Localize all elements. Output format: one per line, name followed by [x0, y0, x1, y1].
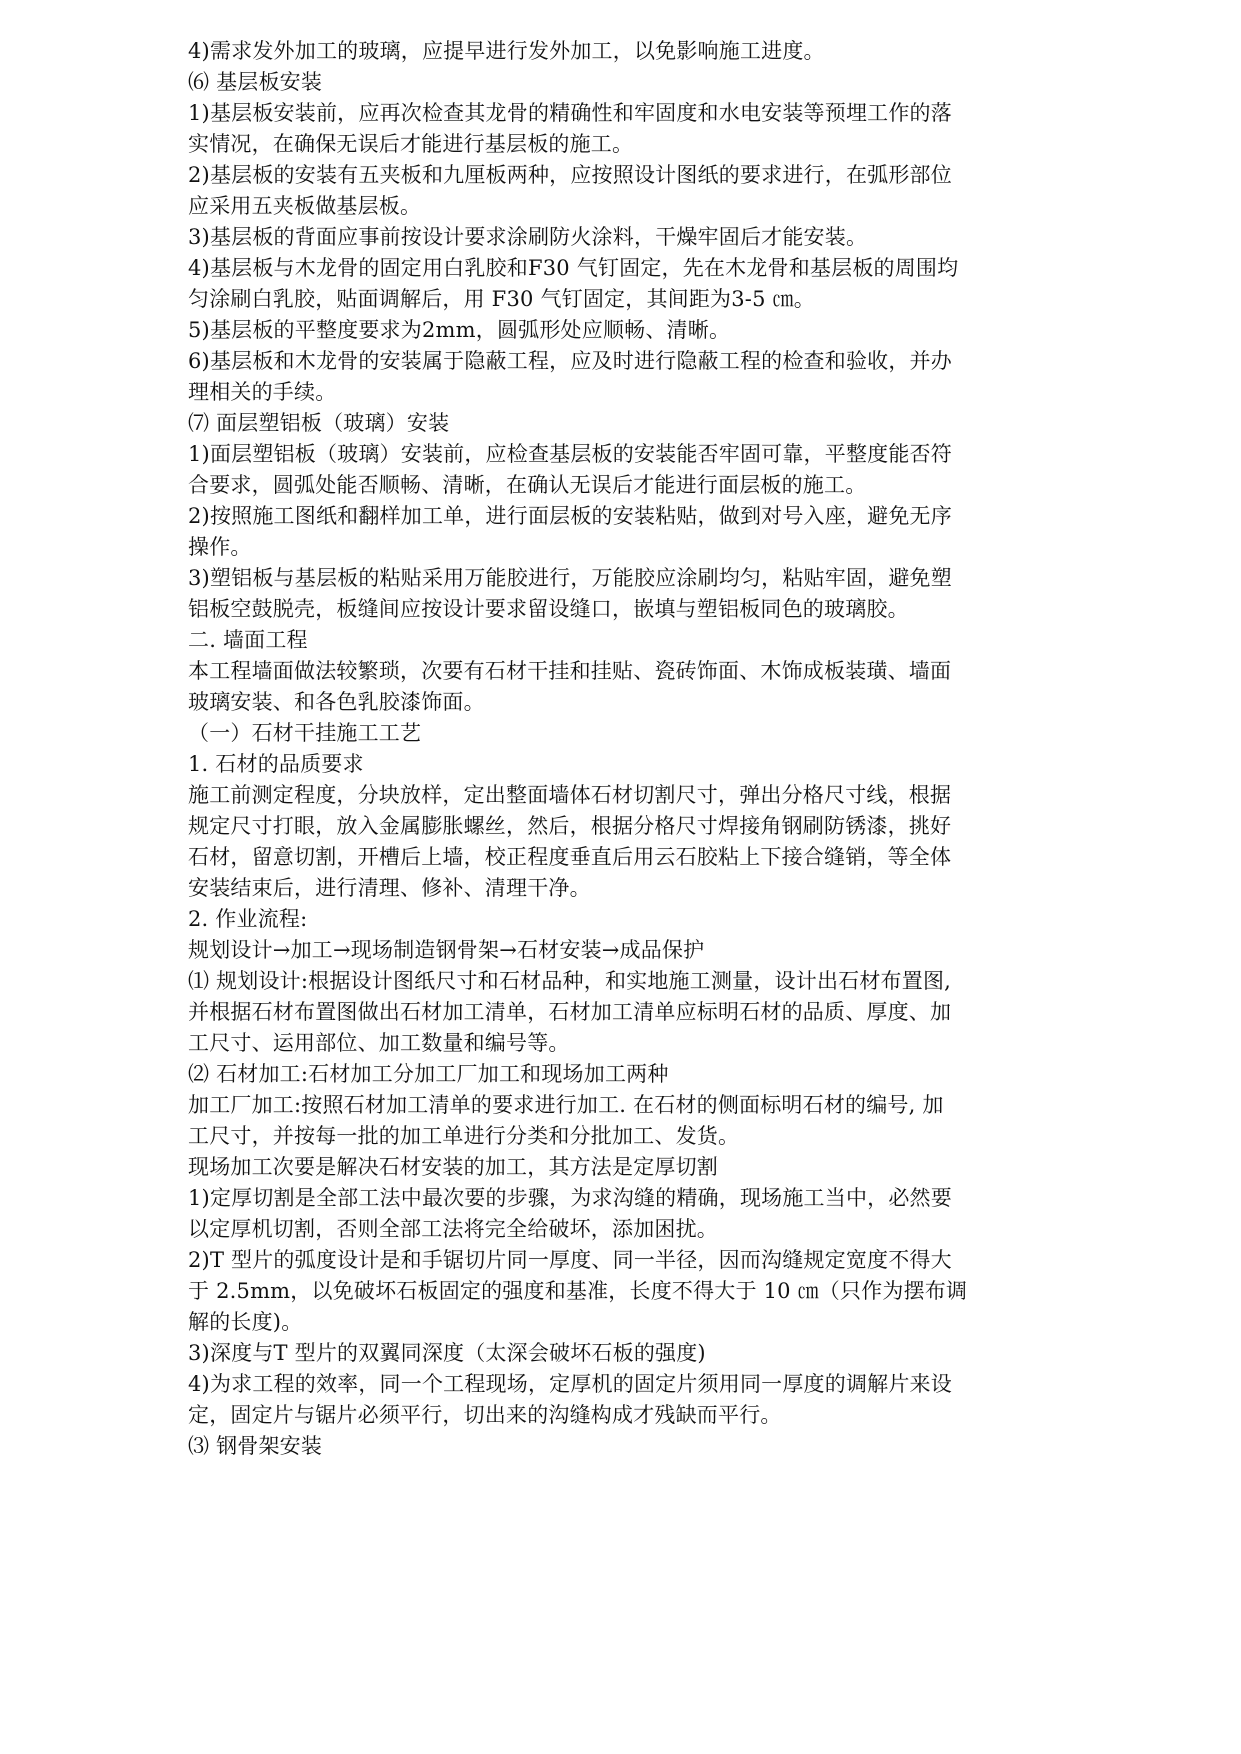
text-line: 匀涂刷白乳胶，贴面调解后，用 F30 气钉固定，其间距为3-5 ㎝。: [188, 287, 815, 311]
text-line: 1)定厚切割是全部工法中最次要的步骤，为求沟缝的精确，现场施工当中，必然要: [188, 1186, 952, 1210]
text-line: 石材，留意切割，开槽后上墙，校正程度垂直后用云石胶粘上下接合缝销，等全体: [188, 845, 952, 869]
text-line: 2)按照施工图纸和翻样加工单，进行面层板的安装粘贴，做到对号入座，避免无序: [188, 504, 952, 528]
text-line: 3)深度与T 型片的双翼同深度（太深会破坏石板的强度): [188, 1341, 706, 1365]
text-line: 并根据石材布置图做出石材加工清单，石材加工清单应标明石材的品质、厚度、加: [188, 1000, 952, 1024]
section-heading: （一）石材干挂施工工艺: [188, 721, 422, 745]
text-line: 安装结束后，进行清理、修补、清理干净。: [188, 876, 591, 900]
text-line: 1)基层板安装前，应再次检查其龙骨的精确性和牢固度和水电安装等预埋工作的落: [188, 101, 952, 125]
section-heading: ⑶ 钢骨架安装: [188, 1434, 323, 1458]
text-line: ⑵ 石材加工:石材加工分加工厂加工和现场加工两种: [188, 1062, 669, 1086]
section-heading: 2. 作业流程:: [188, 907, 308, 931]
text-line: 以定厚机切割，否则全部工法将完全给破坏，添加困扰。: [188, 1217, 718, 1241]
text-line: 理相关的手续。: [188, 380, 337, 404]
text-line: 2)基层板的安装有五夹板和九厘板两种，应按照设计图纸的要求进行，在弧形部位: [188, 163, 952, 187]
text-line: 应采用五夹板做基层板。: [188, 194, 422, 218]
text-line: 3)基层板的背面应事前按设计要求涂刷防火涂料，干燥牢固后才能安装。: [188, 225, 868, 249]
text-line: 工尺寸，并按每一批的加工单进行分类和分批加工、发货。: [188, 1124, 740, 1148]
text-line: 加工厂加工:按照石材加工清单的要求进行加工. 在石材的侧面标明石材的编号, 加: [188, 1093, 944, 1117]
text-line: 2)T 型片的弧度设计是和手锯切片同一厚度、同一半径，因而沟缝规定宽度不得大: [188, 1248, 952, 1272]
text-line: 1)面层塑铝板（玻璃）安装前，应检查基层板的安装能否牢固可靠，平整度能否符: [188, 442, 952, 466]
text-line: 4)为求工程的效率，同一个工程现场，定厚机的固定片须用同一厚度的调解片来设: [188, 1372, 952, 1396]
text-line: 解的长度)。: [188, 1310, 303, 1334]
text-line: ⑴ 规划设计:根据设计图纸尺寸和石材品种，和实地施工测量，设计出石材布置图,: [188, 969, 952, 993]
text-line: 操作。: [188, 535, 252, 559]
text-line: 合要求，圆弧处能否顺畅、清晰，在确认无误后才能进行面层板的施工。: [188, 473, 867, 497]
text-line: 定，固定片与锯片必须平行，切出来的沟缝构成才残缺而平行。: [188, 1403, 782, 1427]
text-line: 4)基层板与木龙骨的固定用白乳胶和F30 气钉固定，先在木龙骨和基层板的周围均: [188, 256, 959, 280]
text-line: 施工前测定程度，分块放样，定出整面墙体石材切割尺寸，弹出分格尺寸线，根据: [188, 783, 952, 807]
text-line: 玻璃安装、和各色乳胶漆饰面。: [188, 690, 485, 714]
section-heading: 二. 墙面工程: [188, 628, 308, 652]
section-heading: ⑺ 面层塑铝板（玻璃）安装: [188, 411, 450, 435]
text-line: 5)基层板的平整度要求为2mm，圆弧形处应顺畅、清晰。: [188, 318, 731, 342]
text-line: 3)塑铝板与基层板的粘贴采用万能胶进行，万能胶应涂刷均匀，粘贴牢固，避免塑: [188, 566, 952, 590]
text-line: 6)基层板和木龙骨的安装属于隐蔽工程，应及时进行隐蔽工程的检查和验收，并办: [188, 349, 952, 373]
text-line: 于 2.5mm，以免破坏石板固定的强度和基准，长度不得大于 10 ㎝（只作为摆布调: [188, 1279, 968, 1303]
text-line: 铝板空鼓脱壳，板缝间应按设计要求留设缝口，嵌填与塑铝板同色的玻璃胶。: [188, 597, 909, 621]
text-line: 实情况，在确保无误后才能进行基层板的施工。: [188, 132, 634, 156]
text-line: 4)需求发外加工的玻璃，应提早进行发外加工，以免影响施工进度。: [188, 39, 825, 63]
text-line: 工尺寸、运用部位、加工数量和编号等。: [188, 1031, 570, 1055]
text-line: 规定尺寸打眼，放入金属膨胀螺丝，然后，根据分格尺寸焊接角钢刷防锈漆，挑好: [188, 814, 952, 838]
section-heading: ⑹ 基层板安装: [188, 70, 323, 94]
text-line: 规划设计→加工→现场制造钢骨架→石材安装→成品保护: [188, 938, 705, 962]
text-line: 本工程墙面做法较繁琐，次要有石材干挂和挂贴、瓷砖饰面、木饰成板装璜、墙面: [188, 659, 952, 683]
section-heading: 1. 石材的品质要求: [188, 752, 364, 776]
text-line: 现场加工次要是解决石材安装的加工，其方法是定厚切割: [188, 1155, 718, 1179]
